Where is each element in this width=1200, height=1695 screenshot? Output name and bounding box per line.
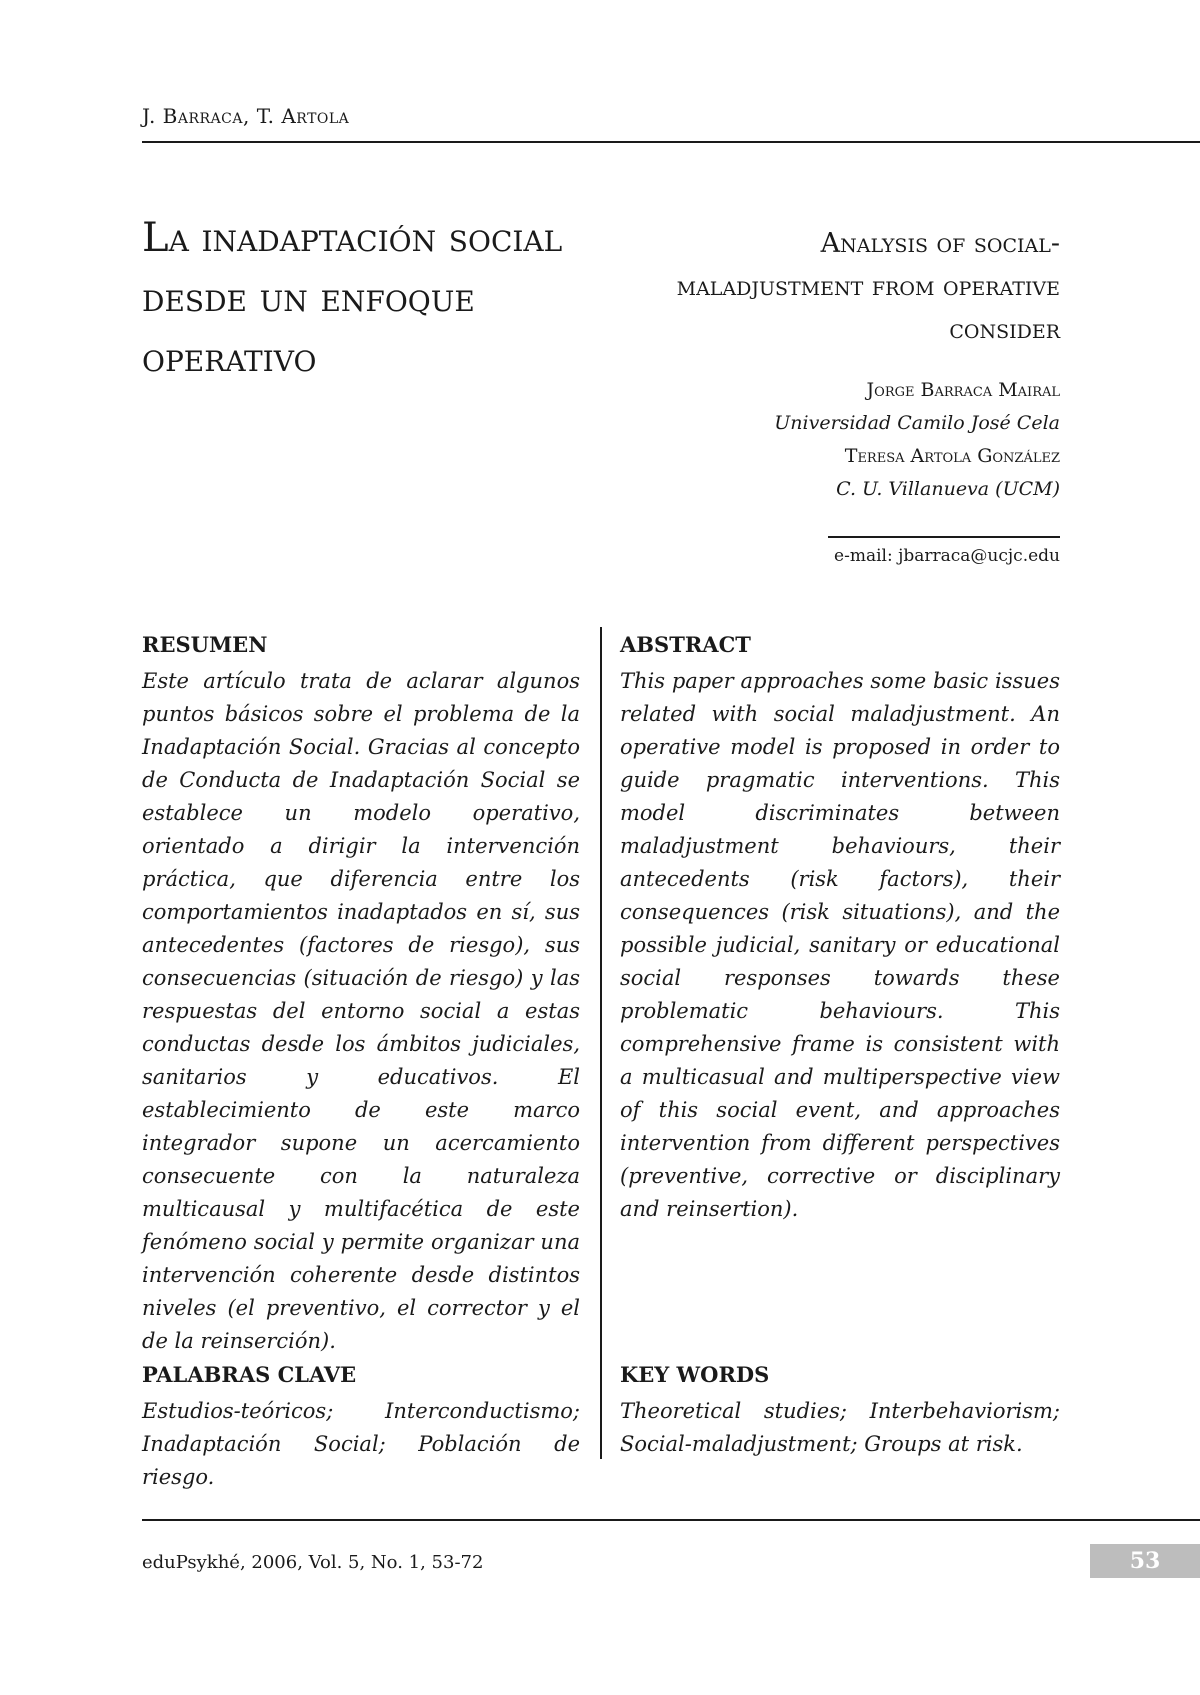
keywords-spanish-text: Estudios-teóricos; Interconductismo; Inadaptación Social; Población de riesgo.: [142, 1399, 580, 1489]
abstract-heading: ABSTRACT: [620, 632, 751, 657]
author-block: [650, 374, 1060, 506]
author-name: Teresa Artola González: [844, 445, 1060, 467]
author-affiliation: Universidad Camilo José Cela: [774, 412, 1060, 434]
title-english: Analysis of social-maladjustment from operative consider: [676, 228, 1060, 345]
resumen-heading: RESUMEN: [142, 632, 268, 657]
footer-rule: [142, 1519, 1200, 1521]
keywords-english-heading: KEY WORDS: [620, 1362, 770, 1387]
resumen-section: [142, 632, 580, 1358]
column-divider: [600, 627, 602, 1459]
footer-citation: eduPsykhé, 2006, Vol. 5, No. 1, 53-72: [142, 1552, 484, 1573]
keywords-english-section: [620, 1362, 1060, 1461]
abstract-section: [620, 632, 1060, 1226]
contact-email[interactable]: e-mail: jbarraca@ucjc.edu: [834, 546, 1060, 566]
header-rule: [142, 141, 1200, 143]
running-head: J. Barraca, T. Artola: [142, 104, 350, 128]
author-affiliation: C. U. Villanueva (UCM): [836, 478, 1060, 500]
title-spanish: La inadaptación social desde un enfoque operativo: [142, 215, 563, 381]
resumen-text: Este artículo trata de aclarar algunos puntos básicos sobre el problema de la Inadaptación Social. Gracias al concepto de Conducta de Inadaptación Social se establece un modelo operativo, orientado a dirigir la intervención práctica, que diferencia entre los comportamientos inadaptados en sí, sus antecedentes (factores de riesgo), sus consecuencias (situación de riesgo) y las respuestas del entorno social a estas conductas desde los ámbitos judiciales, sanitarios y educativos. El establecimiento de este marco integrador supone un acercamiento consecuente con la naturaleza multicausal y multifacética de este fenómeno social y permite organizar una intervención coherente desde distintos niveles (el preventivo, el corrector y el de la reinserción).: [142, 669, 580, 1353]
email-rule: [828, 536, 1060, 538]
abstract-text: This paper approaches some basic issues related with social maladjustment. An operative model is proposed in order to guide pragmatic interventions. This model discriminates between maladjustment behaviours, their antecedents (risk factors), their consequences (risk situations), and the possible judicial, sanitary or educational social responses towards these problematic behaviours. This comprehensive frame is consistent with a multicasual and multiperspective view of this social event, and approaches intervention from different perspectives (preventive, corrective or disciplinary and reinsertion).: [620, 669, 1060, 1221]
keywords-spanish-section: [142, 1362, 580, 1494]
keywords-english-text: Theoretical studies; Interbehaviorism; Social-maladjustment; Groups at risk.: [620, 1399, 1060, 1456]
page-number: 53: [1090, 1544, 1200, 1578]
author-name: Jorge Barraca Mairal: [866, 379, 1060, 401]
keywords-spanish-heading: PALABRAS CLAVE: [142, 1362, 357, 1387]
